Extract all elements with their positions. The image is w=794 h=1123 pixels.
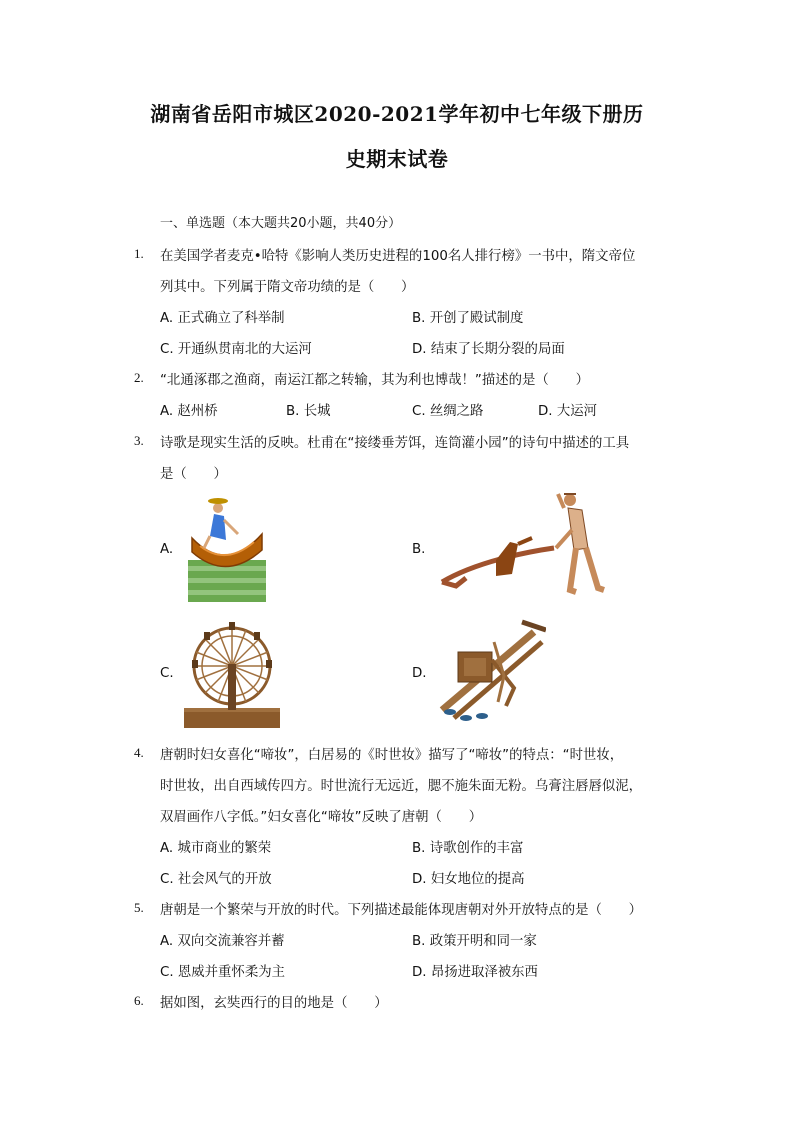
question-3-option-d[interactable]: D. xyxy=(412,666,427,681)
question-5-number: 5. xyxy=(134,900,144,915)
ox-plough-illustration[interactable] xyxy=(436,490,616,600)
question-1-option-b[interactable]: B. 开创了殿试制度 xyxy=(412,311,524,326)
question-5-option-d[interactable]: D. 昂扬进取泽被东西 xyxy=(412,965,538,980)
question-2-option-c[interactable]: C. 丝绸之路 xyxy=(412,404,484,419)
doc-title-line1: 湖南省岳阳市城区2020-2021学年初中七年级下册历 xyxy=(150,102,644,126)
question-1-line-1: 在美国学者麦克•哈特《影响人类历史进程的100名人排行榜》一书中，隋文帝位 xyxy=(160,249,636,264)
question-6-number: 6. xyxy=(134,993,144,1008)
question-3-option-a[interactable]: A. xyxy=(160,542,174,557)
question-2-option-a[interactable]: A. 赵州桥 xyxy=(160,404,218,419)
question-4-line-1: 唐朝时妇女喜化“啼妆”，白居易的《时世妆》描写了“啼妆”的特点：“时世妆， xyxy=(160,748,624,763)
question-2-option-d[interactable]: D. 大运河 xyxy=(538,404,597,419)
question-4-option-c[interactable]: C. 社会风气的开放 xyxy=(160,872,272,887)
question-3-line-1: 诗歌是现实生活的反映。杜甫在“接缕垂芳饵，连筒灌小园”的诗句中描述的工具 xyxy=(160,436,630,451)
water-wheel-illustration[interactable] xyxy=(184,620,280,728)
question-1-option-c[interactable]: C. 开通纵贯南北的大运河 xyxy=(160,342,312,357)
question-4-option-a[interactable]: A. 城市商业的繁荣 xyxy=(160,841,272,856)
question-6-line-1: 据如图，玄奘西行的目的地是（ ） xyxy=(160,996,388,1011)
question-4-option-d[interactable]: D. 妇女地位的提高 xyxy=(412,872,525,887)
question-1-option-a[interactable]: A. 正式确立了科举制 xyxy=(160,311,285,326)
dragon-bone-pump-illustration[interactable] xyxy=(434,618,546,726)
question-4-line-3: 双眉画作八字低。”妇女喜化“啼妆”反映了唐朝（ ） xyxy=(160,810,483,825)
question-1-line-2: 列其中。下列属于隋文帝功绩的是（ ） xyxy=(160,280,415,295)
question-4-line-2: 时世妆，出自西域传四方。时世流行无远近，腮不施朱面无粉。乌膏注唇唇似泥， xyxy=(160,779,643,794)
question-1-option-d[interactable]: D. 结束了长期分裂的局面 xyxy=(412,342,565,357)
question-3-option-c[interactable]: C. xyxy=(160,666,174,681)
question-2-option-b[interactable]: B. 长城 xyxy=(286,404,331,419)
question-1-number: 1. xyxy=(134,246,144,261)
section-heading: 一、单选题（本大题共20小题，共40分） xyxy=(160,216,402,231)
question-5-line-1: 唐朝是一个繁荣与开放的时代。下列描述最能体现唐朝对外开放特点的是（ ） xyxy=(160,903,643,918)
question-3-option-b[interactable]: B. xyxy=(412,542,426,557)
question-5-option-b[interactable]: B. 政策开明和同一家 xyxy=(412,934,537,949)
question-2-number: 2. xyxy=(134,370,144,385)
question-5-option-c[interactable]: C. 恩威并重怀柔为主 xyxy=(160,965,285,980)
question-5-option-a[interactable]: A. 双向交流兼容并蓄 xyxy=(160,934,285,949)
boat-farmer-illustration[interactable] xyxy=(186,490,268,605)
question-4-option-b[interactable]: B. 诗歌创作的丰富 xyxy=(412,841,524,856)
doc-title-line2: 史期末试卷 xyxy=(345,147,449,171)
question-3-number: 3. xyxy=(134,433,144,448)
question-2-line-1: “北通涿郡之渔商，南运江都之转输，其为利也博哉！”描述的是（ ） xyxy=(160,373,589,388)
question-3-line-2: 是（ ） xyxy=(160,467,227,482)
question-4-number: 4. xyxy=(134,745,144,760)
